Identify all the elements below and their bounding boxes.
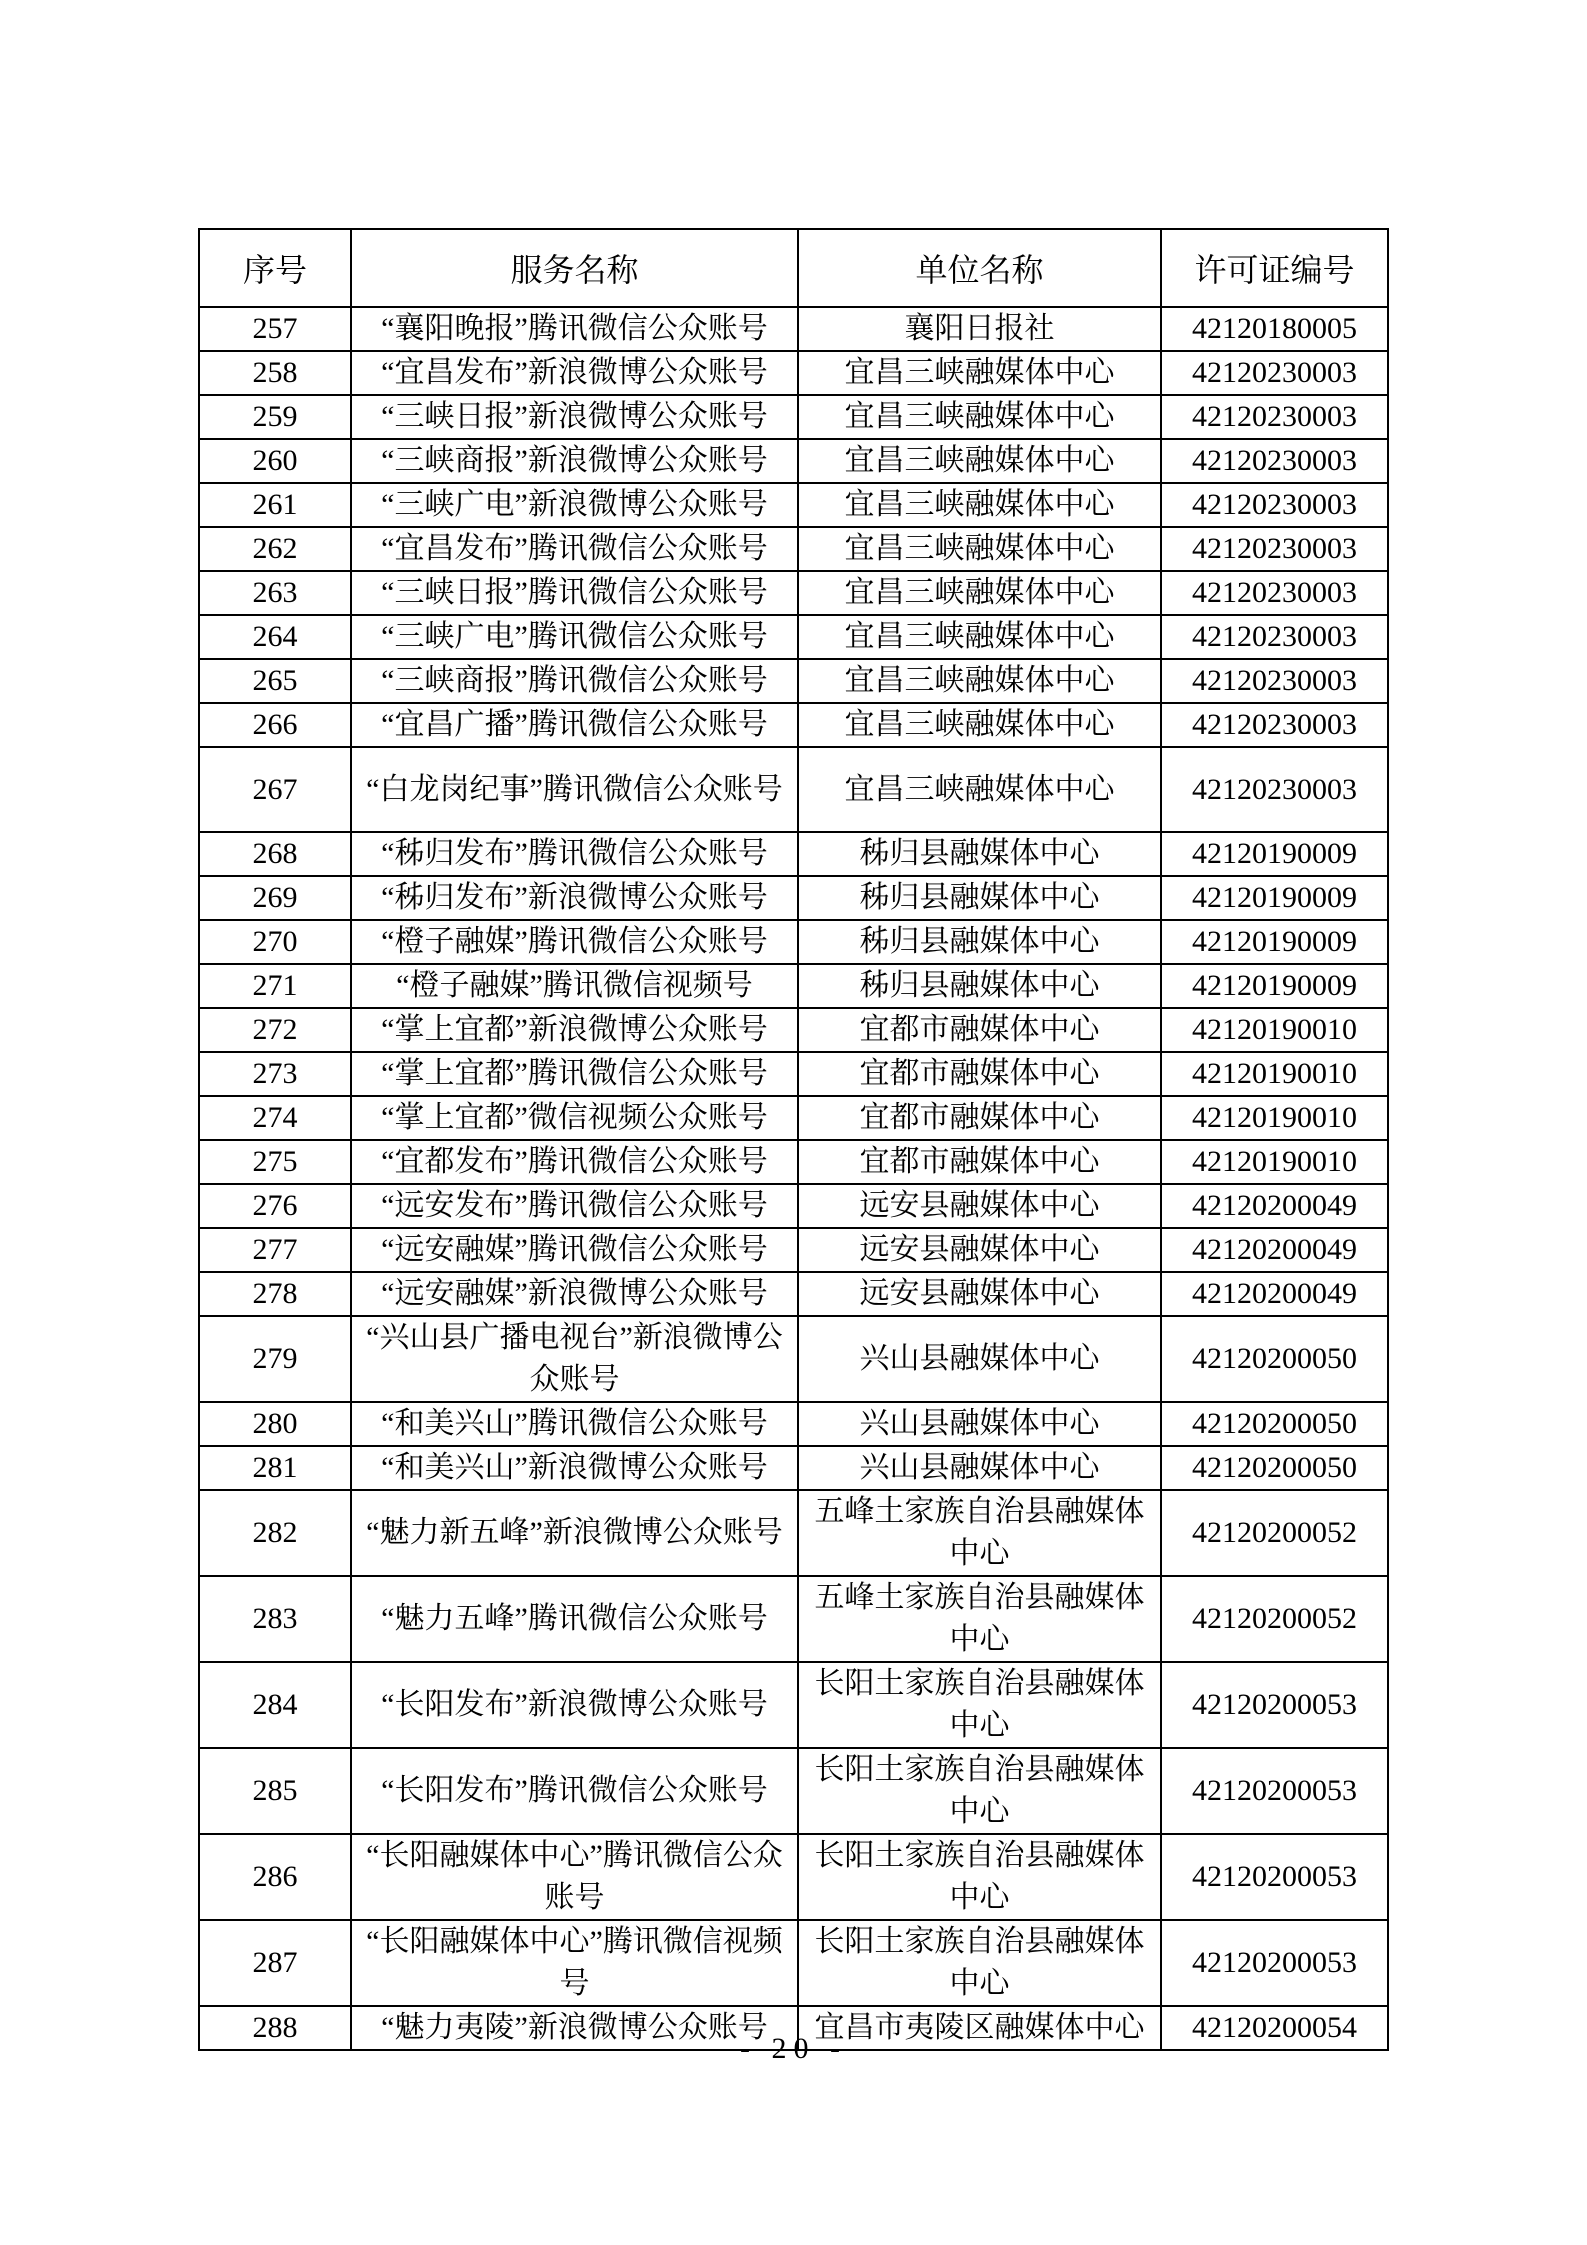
cell-serial-number: 277: [199, 1228, 351, 1272]
cell-unit-name: 宜昌三峡融媒体中心: [798, 395, 1161, 439]
cell-unit-name: 宜昌三峡融媒体中心: [798, 659, 1161, 703]
cell-serial-number: 276: [199, 1184, 351, 1228]
cell-unit-name: 兴山县融媒体中心: [798, 1316, 1161, 1402]
cell-unit-name: 宜昌三峡融媒体中心: [798, 703, 1161, 747]
cell-unit-name: 秭归县融媒体中心: [798, 876, 1161, 920]
table-row: [199, 1052, 1388, 1096]
cell-service-name: “长阳发布”新浪微博公众账号: [351, 1662, 798, 1748]
table-row: [199, 395, 1388, 439]
cell-unit-name: 远安县融媒体中心: [798, 1228, 1161, 1272]
cell-service-name: “三峡商报”新浪微博公众账号: [351, 439, 798, 483]
cell-serial-number: 286: [199, 1834, 351, 1920]
cell-license-number: 42120200050: [1161, 1316, 1388, 1402]
cell-license-number: 42120230003: [1161, 483, 1388, 527]
cell-service-name: “掌上宜都”腾讯微信公众账号: [351, 1052, 798, 1096]
cell-license-number: 42120190009: [1161, 964, 1388, 1008]
cell-service-name: “秭归发布”新浪微博公众账号: [351, 876, 798, 920]
cell-license-number: 42120190010: [1161, 1140, 1388, 1184]
cell-service-name: “长阳发布”腾讯微信公众账号: [351, 1748, 798, 1834]
table-row: [199, 1140, 1388, 1184]
cell-license-number: 42120200049: [1161, 1272, 1388, 1316]
table-row: [199, 1576, 1388, 1662]
cell-license-number: 42120200050: [1161, 1402, 1388, 1446]
cell-license-number: 42120190010: [1161, 1052, 1388, 1096]
table-row: [199, 1316, 1388, 1402]
cell-serial-number: 272: [199, 1008, 351, 1052]
cell-serial-number: 270: [199, 920, 351, 964]
cell-license-number: 42120190010: [1161, 1008, 1388, 1052]
cell-serial-number: 265: [199, 659, 351, 703]
cell-serial-number: 280: [199, 1402, 351, 1446]
cell-unit-name: 宜昌三峡融媒体中心: [798, 483, 1161, 527]
cell-service-name: “三峡日报”腾讯微信公众账号: [351, 571, 798, 615]
table-row: [199, 1008, 1388, 1052]
cell-unit-name: 秭归县融媒体中心: [798, 964, 1161, 1008]
cell-unit-name: 长阳土家族自治县融媒体中心: [798, 1920, 1161, 2006]
cell-unit-name: 兴山县融媒体中心: [798, 1446, 1161, 1490]
cell-unit-name: 襄阳日报社: [798, 307, 1161, 351]
cell-service-name: “橙子融媒”腾讯微信视频号: [351, 964, 798, 1008]
column-header-unit-name: 单位名称: [798, 229, 1161, 307]
cell-license-number: 42120200053: [1161, 1662, 1388, 1748]
cell-service-name: “兴山县广播电视台”新浪微博公众账号: [351, 1316, 798, 1402]
table-row: [199, 832, 1388, 876]
cell-unit-name: 五峰土家族自治县融媒体中心: [798, 1576, 1161, 1662]
cell-unit-name: 秭归县融媒体中心: [798, 832, 1161, 876]
cell-serial-number: 257: [199, 307, 351, 351]
cell-service-name: “橙子融媒”腾讯微信公众账号: [351, 920, 798, 964]
cell-serial-number: 267: [199, 747, 351, 832]
cell-unit-name: 远安县融媒体中心: [798, 1184, 1161, 1228]
cell-serial-number: 283: [199, 1576, 351, 1662]
cell-unit-name: 长阳土家族自治县融媒体中心: [798, 1834, 1161, 1920]
table-header-row: [199, 229, 1388, 307]
table-row: [199, 527, 1388, 571]
cell-service-name: “三峡广电”新浪微博公众账号: [351, 483, 798, 527]
table-row: [199, 1184, 1388, 1228]
cell-serial-number: 275: [199, 1140, 351, 1184]
cell-license-number: 42120200049: [1161, 1228, 1388, 1272]
table-row: [199, 1446, 1388, 1490]
cell-license-number: 42120230003: [1161, 395, 1388, 439]
cell-service-name: “宜都发布”腾讯微信公众账号: [351, 1140, 798, 1184]
cell-serial-number: 264: [199, 615, 351, 659]
column-header-serial-number: 序号: [199, 229, 351, 307]
cell-serial-number: 285: [199, 1748, 351, 1834]
cell-service-name: “掌上宜都”新浪微博公众账号: [351, 1008, 798, 1052]
cell-serial-number: 278: [199, 1272, 351, 1316]
cell-serial-number: 262: [199, 527, 351, 571]
table-row: [199, 1490, 1388, 1576]
cell-unit-name: 五峰土家族自治县融媒体中心: [798, 1490, 1161, 1576]
table-row: [199, 483, 1388, 527]
table-row: [199, 747, 1388, 832]
cell-service-name: “远安融媒”腾讯微信公众账号: [351, 1228, 798, 1272]
table-row: [199, 920, 1388, 964]
table-row: [199, 1662, 1388, 1748]
cell-unit-name: 宜昌三峡融媒体中心: [798, 439, 1161, 483]
cell-license-number: 42120200052: [1161, 1490, 1388, 1576]
cell-service-name: “魅力五峰”腾讯微信公众账号: [351, 1576, 798, 1662]
column-header-license-number: 许可证编号: [1161, 229, 1388, 307]
cell-service-name: “三峡广电”腾讯微信公众账号: [351, 615, 798, 659]
cell-serial-number: 258: [199, 351, 351, 395]
cell-service-name: “和美兴山”新浪微博公众账号: [351, 1446, 798, 1490]
table-row: [199, 1920, 1388, 2006]
cell-license-number: 42120200049: [1161, 1184, 1388, 1228]
cell-serial-number: 281: [199, 1446, 351, 1490]
cell-service-name: “魅力新五峰”新浪微博公众账号: [351, 1490, 798, 1576]
cell-license-number: 42120200053: [1161, 1834, 1388, 1920]
table-row: [199, 307, 1388, 351]
cell-serial-number: 261: [199, 483, 351, 527]
cell-license-number: 42120230003: [1161, 659, 1388, 703]
cell-license-number: 42120190010: [1161, 1096, 1388, 1140]
cell-unit-name: 宜都市融媒体中心: [798, 1008, 1161, 1052]
column-header-service-name: 服务名称: [351, 229, 798, 307]
cell-license-number: 42120230003: [1161, 351, 1388, 395]
cell-service-name: “宜昌发布”新浪微博公众账号: [351, 351, 798, 395]
cell-unit-name: 宜都市融媒体中心: [798, 1052, 1161, 1096]
cell-serial-number: 284: [199, 1662, 351, 1748]
cell-serial-number: 266: [199, 703, 351, 747]
cell-serial-number: 287: [199, 1920, 351, 2006]
cell-serial-number: 260: [199, 439, 351, 483]
cell-unit-name: 兴山县融媒体中心: [798, 1402, 1161, 1446]
table-row: [199, 1748, 1388, 1834]
cell-license-number: 42120190009: [1161, 920, 1388, 964]
cell-serial-number: 273: [199, 1052, 351, 1096]
cell-serial-number: 271: [199, 964, 351, 1008]
table-row: [199, 1228, 1388, 1272]
cell-serial-number: 259: [199, 395, 351, 439]
cell-serial-number: 263: [199, 571, 351, 615]
page-number: - 20 -: [740, 2032, 847, 2065]
cell-service-name: “魅力夷陵”新浪微博公众账号: [351, 2006, 798, 2050]
cell-service-name: “三峡日报”新浪微博公众账号: [351, 395, 798, 439]
cell-unit-name: 宜昌三峡融媒体中心: [798, 615, 1161, 659]
cell-serial-number: 288: [199, 2006, 351, 2050]
cell-license-number: 42120200050: [1161, 1446, 1388, 1490]
table-row: [199, 1834, 1388, 1920]
cell-unit-name: 宜昌三峡融媒体中心: [798, 527, 1161, 571]
cell-license-number: 42120230003: [1161, 703, 1388, 747]
cell-license-number: 42120200052: [1161, 1576, 1388, 1662]
cell-unit-name: 宜都市融媒体中心: [798, 1096, 1161, 1140]
cell-serial-number: 274: [199, 1096, 351, 1140]
table-row: [199, 615, 1388, 659]
table-body: [199, 307, 1388, 2050]
cell-license-number: 42120180005: [1161, 307, 1388, 351]
table-row: [199, 964, 1388, 1008]
cell-service-name: “远安发布”腾讯微信公众账号: [351, 1184, 798, 1228]
cell-license-number: 42120190009: [1161, 876, 1388, 920]
cell-license-number: 42120230003: [1161, 615, 1388, 659]
cell-unit-name: 宜昌三峡融媒体中心: [798, 747, 1161, 832]
cell-unit-name: 宜昌三峡融媒体中心: [798, 571, 1161, 615]
table-row: [199, 1096, 1388, 1140]
cell-service-name: “宜昌发布”腾讯微信公众账号: [351, 527, 798, 571]
cell-license-number: 42120200054: [1161, 2006, 1388, 2050]
cell-service-name: “远安融媒”新浪微博公众账号: [351, 1272, 798, 1316]
cell-unit-name: 长阳土家族自治县融媒体中心: [798, 1662, 1161, 1748]
table-row: [199, 1272, 1388, 1316]
table-row: [199, 571, 1388, 615]
cell-service-name: “襄阳晚报”腾讯微信公众账号: [351, 307, 798, 351]
cell-license-number: 42120200053: [1161, 1920, 1388, 2006]
cell-service-name: “宜昌广播”腾讯微信公众账号: [351, 703, 798, 747]
cell-unit-name: 宜昌市夷陵区融媒体中心: [798, 2006, 1161, 2050]
cell-serial-number: 268: [199, 832, 351, 876]
cell-service-name: “长阳融媒体中心”腾讯微信公众账号: [351, 1834, 798, 1920]
license-table: [198, 228, 1389, 2051]
cell-service-name: “长阳融媒体中心”腾讯微信视频号: [351, 1920, 798, 2006]
cell-service-name: “掌上宜都”微信视频公众账号: [351, 1096, 798, 1140]
table-row: [199, 703, 1388, 747]
cell-license-number: 42120230003: [1161, 527, 1388, 571]
table-row: [199, 659, 1388, 703]
cell-unit-name: 宜都市融媒体中心: [798, 1140, 1161, 1184]
cell-service-name: “和美兴山”腾讯微信公众账号: [351, 1402, 798, 1446]
cell-serial-number: 269: [199, 876, 351, 920]
cell-unit-name: 宜昌三峡融媒体中心: [798, 351, 1161, 395]
cell-service-name: “白龙岗纪事”腾讯微信公众账号: [351, 747, 798, 832]
table-row: [199, 1402, 1388, 1446]
cell-license-number: 42120230003: [1161, 571, 1388, 615]
table-row: [199, 351, 1388, 395]
cell-serial-number: 282: [199, 1490, 351, 1576]
table-row: [199, 439, 1388, 483]
table-row: [199, 876, 1388, 920]
cell-license-number: 42120200053: [1161, 1748, 1388, 1834]
cell-license-number: 42120190009: [1161, 832, 1388, 876]
cell-unit-name: 远安县融媒体中心: [798, 1272, 1161, 1316]
cell-license-number: 42120230003: [1161, 439, 1388, 483]
cell-service-name: “三峡商报”腾讯微信公众账号: [351, 659, 798, 703]
cell-serial-number: 279: [199, 1316, 351, 1402]
cell-license-number: 42120230003: [1161, 747, 1388, 832]
cell-service-name: “秭归发布”腾讯微信公众账号: [351, 832, 798, 876]
cell-unit-name: 长阳土家族自治县融媒体中心: [798, 1748, 1161, 1834]
cell-unit-name: 秭归县融媒体中心: [798, 920, 1161, 964]
